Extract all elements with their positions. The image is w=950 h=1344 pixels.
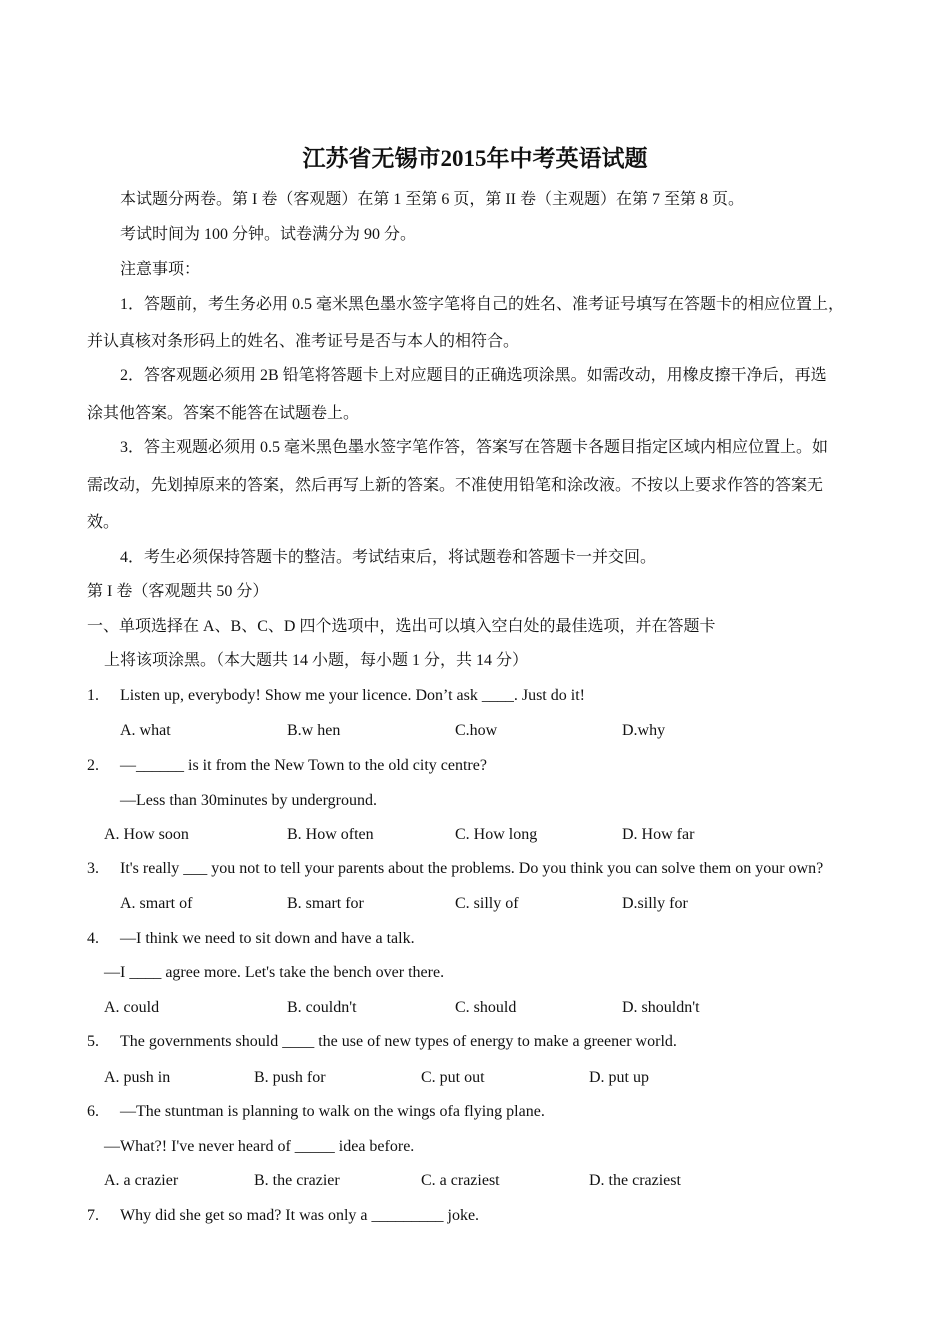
- option-a: A. smart of: [120, 895, 193, 912]
- option-c: C. put out: [421, 1069, 485, 1086]
- option-c: C.how: [455, 722, 498, 739]
- question-text: —The stuntman is planning to walk on the wings ofa flying plane.: [120, 1103, 545, 1120]
- note-1-line-2: 并认真核对条形码上的姓名、准考证号是否与本人的相符合。: [87, 333, 520, 350]
- part1-instruction-line-1: 一、单项选择在 A、B、C、D 四个选项中，选出可以填入空白处的最佳选项，并在答题卡: [87, 618, 716, 635]
- intro-line-2: 考试时间为 100 分钟。试卷满分为 90 分。: [120, 226, 417, 243]
- question-number: 7.: [87, 1207, 99, 1224]
- option-b: B. How often: [287, 826, 374, 843]
- option-c: C. silly of: [455, 895, 519, 912]
- option-d: D.why: [622, 722, 666, 739]
- page-title: 江苏省无锡市2015年中考英语试题: [302, 146, 648, 171]
- note-3-line-1: 3．答主观题必须用 0.5 毫米黑色墨水签字笔作答，答案写在答题卡各题目指定区域内相应位置上。如: [120, 439, 829, 456]
- note-3-line-3: 效。: [87, 514, 120, 531]
- option-b: B. push for: [254, 1069, 326, 1086]
- option-b: B.w hen: [287, 722, 341, 739]
- question-number: 6.: [87, 1103, 99, 1120]
- option-a: A. a crazier: [104, 1172, 179, 1189]
- question-text: —I think we need to sit down and have a talk.: [120, 930, 415, 947]
- option-a: A. what: [120, 722, 171, 739]
- option-d: D. the craziest: [589, 1172, 681, 1189]
- note-4: 4．考生必须保持答题卡的整洁。考试结束后，将试题卷和答题卡一并交回。: [120, 549, 657, 566]
- question-text: It's really ___ you not to tell your parents about the problems. Do you think you can solve them on your own?: [120, 860, 824, 877]
- intro-line-1: 本试题分两卷。第 I 卷（客观题）在第 1 至第 6 页，第 II 卷（主观题）在第 7 至第 8 页。: [120, 191, 744, 208]
- option-d: D. put up: [589, 1069, 649, 1086]
- note-2-line-2: 涂其他答案。答案不能答在试题卷上。: [87, 405, 360, 422]
- option-d: D. shouldn't: [622, 999, 700, 1016]
- option-b: B. smart for: [287, 895, 364, 912]
- part1-instruction-line-2: 上将该项涂黑。（本大题共 14 小题，每小题 1 分，共 14 分）: [104, 652, 529, 669]
- question-number: 4.: [87, 930, 99, 947]
- option-c: C. should: [455, 999, 517, 1016]
- option-b: B. couldn't: [287, 999, 357, 1016]
- notes-heading: 注意事项：: [120, 261, 201, 278]
- note-3-line-2: 需改动，先划掉原来的答案，然后再写上新的答案。不准使用铅笔和涂改液。不按以上要求作答的答案无: [87, 477, 824, 494]
- option-d: D. How far: [622, 826, 695, 843]
- option-b: B. the crazier: [254, 1172, 340, 1189]
- note-1-line-1: 1．答题前，考生务必用 0.5 毫米黑色墨水签字笔将自己的姓名、准考证号填写在答题卡的相应位置上，: [120, 296, 845, 313]
- question-number: 2.: [87, 757, 99, 774]
- note-2-line-1: 2．答客观题必须用 2B 铅笔将答题卡上对应题目的正确选项涂黑。如需改动，用橡皮擦干净后，再选: [120, 367, 827, 384]
- option-a: A. How soon: [104, 826, 189, 843]
- option-d: D.silly for: [622, 895, 688, 912]
- question-text-reply: —Less than 30minutes by underground.: [120, 792, 378, 809]
- question-text-reply: —What?! I've never heard of _____ idea before.: [104, 1138, 415, 1155]
- option-c: C. a craziest: [421, 1172, 500, 1189]
- section-heading: 第 I 卷（客观题共 50 分）: [87, 583, 269, 600]
- option-a: A. push in: [104, 1069, 171, 1086]
- question-number: 3.: [87, 860, 99, 877]
- question-number: 5.: [87, 1033, 99, 1050]
- option-c: C. How long: [455, 826, 538, 843]
- option-a: A. could: [104, 999, 160, 1016]
- question-text: Listen up, everybody! Show me your licence. Don’t ask ____. Just do it!: [120, 687, 585, 704]
- question-text: Why did she get so mad? It was only a _________ joke.: [120, 1207, 480, 1224]
- question-text: —______ is it from the New Town to the old city centre?: [120, 757, 487, 774]
- question-text-reply: —I ____ agree more. Let's take the bench over there.: [104, 964, 445, 981]
- question-text: The governments should ____ the use of new types of energy to make a greener world.: [120, 1033, 677, 1050]
- question-number: 1.: [87, 687, 99, 704]
